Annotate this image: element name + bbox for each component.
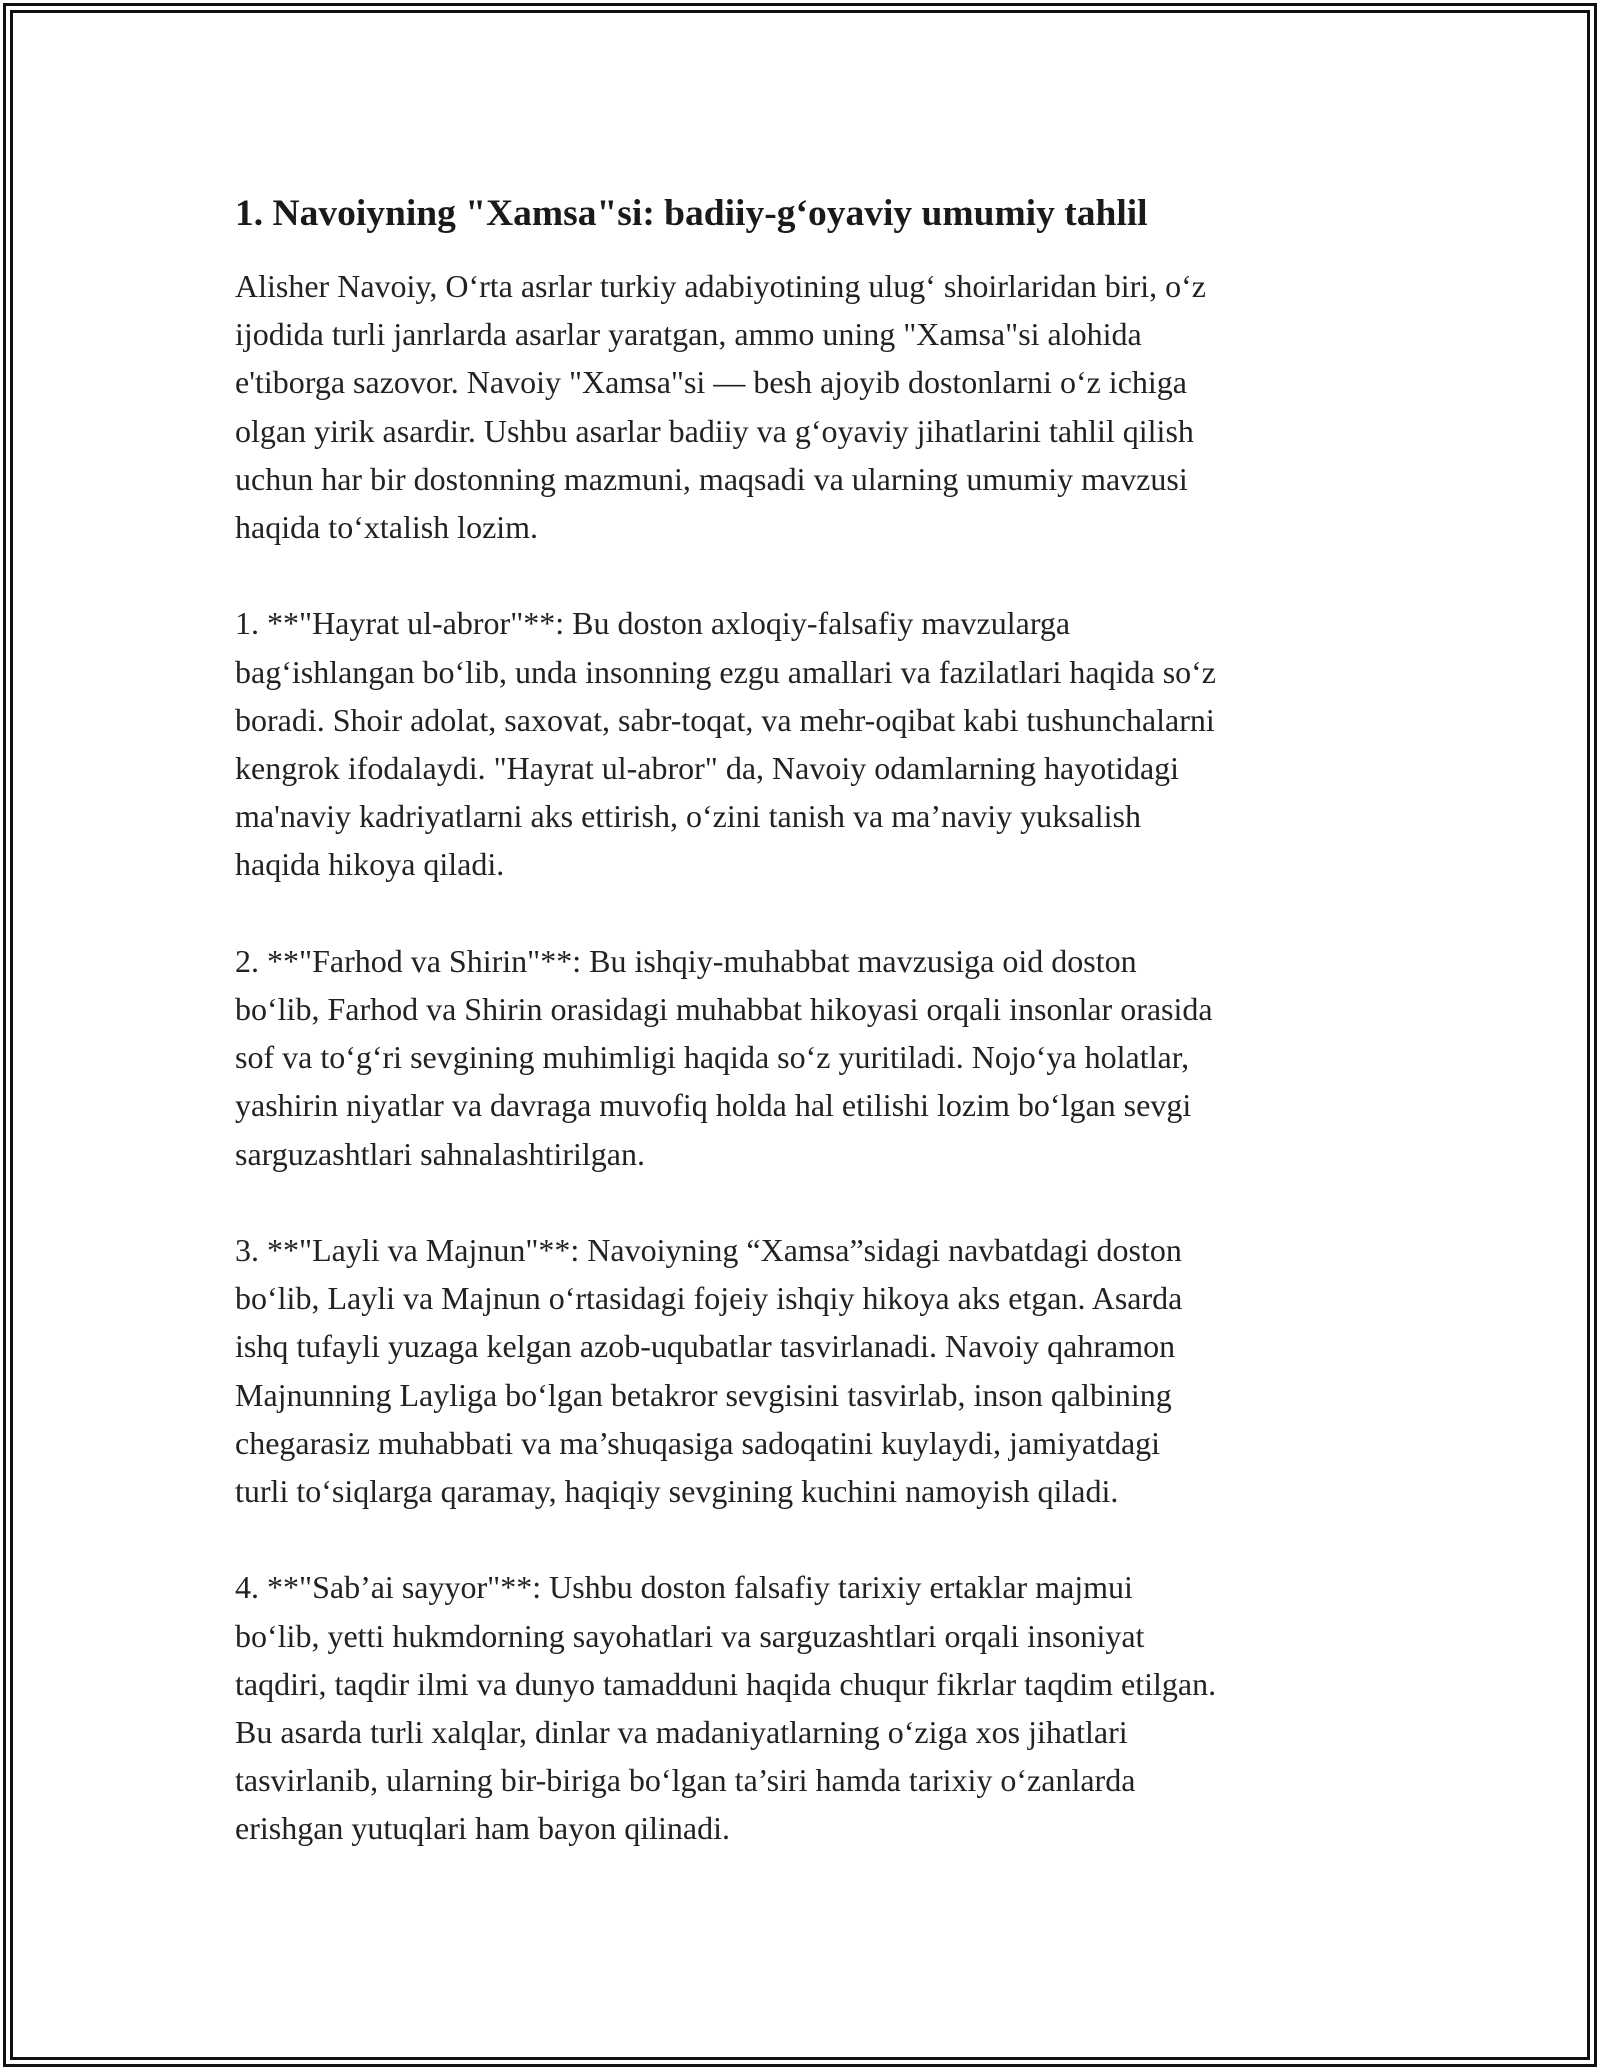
- paragraph-line: 1. **"Hayrat ul-abror"**: Bu doston axloqiy-falsafiy mavzularga: [235, 605, 1071, 642]
- paragraph-line: boradi. Shoir adolat, saxovat, sabr-toqat, va mehr-oqibat kabi tushunchalarni: [235, 701, 1215, 738]
- paragraph-line: sof va to‘g‘ri sevgining muhimligi haqida so‘z yuritiladi. Nojo‘ya holatlar,: [235, 1039, 1190, 1076]
- paragraph-line: turli to‘siqlarga qaramay, haqiqiy sevgining kuchini namoyish qiladi.: [235, 1473, 1119, 1510]
- paragraph-line: sarguzashtlari sahnalashtirilgan.: [235, 1135, 645, 1172]
- paragraph-line: ijodida turli janrlarda asarlar yaratgan, ammo uning "Xamsa"si alohida: [235, 316, 1142, 353]
- paragraph-list: [235, 262, 1375, 1853]
- paragraph-4: [235, 1226, 1375, 1515]
- paragraph-3: [235, 937, 1375, 1178]
- paragraph-line: Alisher Navoiy, O‘rta asrlar turkiy adabiyotining ulug‘ shoirlaridan biri, o‘z: [235, 268, 1206, 304]
- paragraph-1: [235, 262, 1375, 551]
- paragraph-line: yashirin niyatlar va davraga muvofiq holda hal etilishi lozim bo‘lgan sevgi: [235, 1087, 1192, 1124]
- paragraph-line: erishgan yutuqlari ham bayon qilinadi.: [235, 1810, 730, 1847]
- document-body: [235, 190, 1375, 1901]
- paragraph-line: ishq tufayli yuzaga kelgan azob-uqubatlar tasvirlanadi. Navoiy qahramon: [235, 1328, 1176, 1365]
- paragraph-line: bag‘ishlangan bo‘lib, unda insonning ezgu amallari va fazilatlari haqida so‘z: [235, 653, 1216, 690]
- paragraph-line: bo‘lib, Farhod va Shirin orasidagi muhabbat hikoyasi orqali insonlar orasida: [235, 991, 1213, 1028]
- paragraph-line: haqida hikoya qiladi.: [235, 846, 505, 883]
- paragraph-line: Bu asarda turli xalqlar, dinlar va madaniyatlarning o‘ziga xos jihatlari: [235, 1714, 1128, 1751]
- paragraph-line: bo‘lib, yetti hukmdorning sayohatlari va sarguzashtlari orqali insoniyat: [235, 1617, 1145, 1654]
- paragraph-line: olgan yirik asardir. Ushbu asarlar badiiy va g‘oyaviy jihatlarini tahlil qilish: [235, 412, 1194, 449]
- paragraph-line: chegarasiz muhabbati va ma’shuqasiga sadoqatini kuylaydi, jamiyatdagi: [235, 1424, 1161, 1461]
- paragraph-line: 3. **"Layli va Majnun"**: Navoiyning “Xamsa”sidagi navbatdagi doston: [235, 1232, 1182, 1269]
- paragraph-line: taqdiri, taqdir ilmi va dunyo tamadduni haqida chuqur fikrlar taqdim etilgan.: [235, 1665, 1217, 1702]
- paragraph-line: tasvirlanib, ularning bir-biriga bo‘lgan ta’siri hamda tarixiy o‘zanlarda: [235, 1762, 1136, 1799]
- paragraph-line: 2. **"Farhod va Shirin"**: Bu ishqiy-muhabbat mavzusiga oid doston: [235, 942, 1137, 979]
- paragraph-line: haqida to‘xtalish lozim.: [235, 509, 539, 546]
- paragraph-line: Majnunning Layliga bo‘lgan betakror sevgisini tasvirlab, inson qalbining: [235, 1376, 1172, 1413]
- paragraph-line: e'tiborga sazovor. Navoiy "Xamsa"si — besh ajoyib dostonlarni o‘z ichiga: [235, 364, 1187, 401]
- paragraph-line: uchun har bir dostonning mazmuni, maqsadi va ularning umumiy mavzusi: [235, 460, 1188, 497]
- section-heading: 1. Navoiyning "Xamsa"si: badiiy-g‘oyaviy umumiy tahlil: [235, 193, 1148, 234]
- paragraph-line: 4. **"Sab’ai sayyor"**: Ushbu doston falsafiy tarixiy ertaklar majmui: [235, 1569, 1133, 1606]
- paragraph-line: ma'naviy kadriyatlarni aks ettirish, o‘zini tanish va ma’naviy yuksalish: [235, 798, 1141, 835]
- paragraph-2: [235, 599, 1375, 888]
- paragraph-5: [235, 1563, 1375, 1852]
- paragraph-line: kengrok ifodalaydi. "Hayrat ul-abror" da, Navoiy odamlarning hayotidagi: [235, 750, 1180, 787]
- paragraph-line: bo‘lib, Layli va Majnun o‘rtasidagi fojeiy ishqiy hikoya aks etgan. Asarda: [235, 1280, 1183, 1317]
